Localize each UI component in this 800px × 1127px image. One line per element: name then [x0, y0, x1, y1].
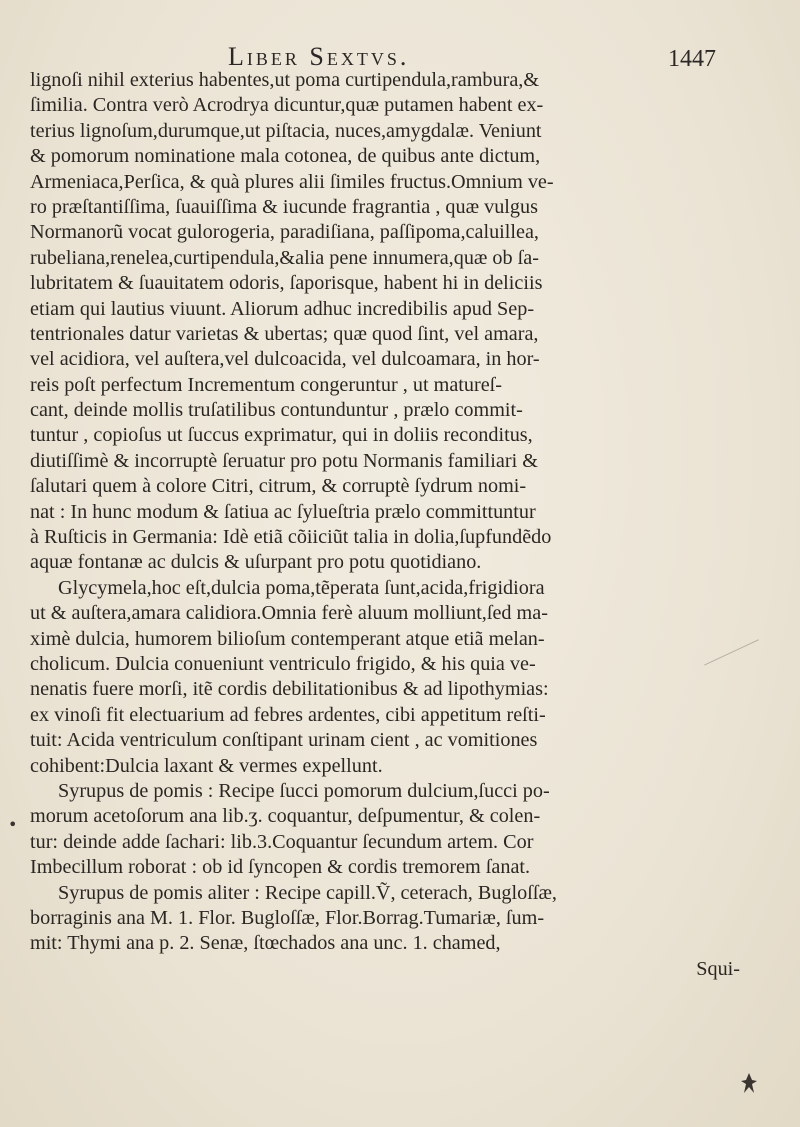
- text-line: tentrionales datur varietas & ubertas; quæ quod ſint, vel amara,: [30, 322, 539, 345]
- text-line: vel acidiora, vel auſtera,vel dulcoacida, vel dulcoamara, in hor-: [30, 348, 540, 371]
- text-line: ro præſtantiſſima, ſuauiſſima & iucunde fragrantia , quæ vulgus: [30, 195, 538, 218]
- text-line: tuit: Acida ventriculum conſtipant urinam cient , ac vomitiones: [30, 729, 538, 752]
- text-line: nenatis fuere morſi, itẽ cordis debilitationibus & ad lipothymias:: [30, 678, 549, 701]
- text-line: mit: Thymi ana p. 2. Senæ, ſtœchados ana unc. 1. chamed,: [30, 932, 501, 955]
- text-line: ſalutari quem à colore Citri, citrum, & corruptè ſydrum nomi-: [30, 475, 527, 498]
- text-line: ſimilia. Contra verò Acrodrya dicuntur,quæ putamen habent ex-: [30, 94, 544, 117]
- text-line: diutiſſimè & incorruptè ſeruatur pro potu Normanis familiari &: [30, 449, 538, 472]
- text-line: aquæ fontanæ ac dulcis & uſurpant pro potu quotidiano.: [30, 551, 482, 574]
- text-line: Normanorũ vocat gulorogeria, paradiſiana, paſſipoma,caluillea,: [30, 221, 539, 244]
- text-line: ut & auſtera,amara calidiora.Omnia ferè aluum molliunt,ſed ma-: [30, 602, 548, 625]
- text-line: Imbecillum roborat : ob id ſyncopen & cordis tremorem ſanat.: [30, 856, 531, 879]
- text-line: borraginis ana M. 1. Flor. Bugloſſæ, Flor.Borrag.Tumariæ, ſum-: [30, 906, 545, 929]
- text-line: morum acetoſorum ana lib.ʒ. coquantur, deſpumentur, & colen-: [30, 805, 541, 828]
- text-line: cholicum. Dulcia conueniunt ventriculo frigido, & his quia ve-: [30, 652, 536, 675]
- text-line: & pomorum nominatione mala cotonea, de quibus ante dictum,: [30, 145, 541, 168]
- text-line: tur: deinde adde ſachari: lib.3.Coquantur ſecundum artem. Cor: [30, 830, 534, 853]
- catchword: Squi-: [696, 957, 740, 980]
- body-text: [30, 68, 770, 982]
- text-line: Syrupus de pomis : Recipe ſucci pomorum dulcium,ſucci po-: [58, 779, 550, 802]
- text-line: etiam qui lautius viuunt. Aliorum adhuc incredibilis apud Sep-: [30, 297, 535, 320]
- text-line: ex vinoſi fit electuarium ad febres ardentes, cibi appetitum reſti-: [30, 703, 546, 726]
- text-line: lignoſi nihil exterius habentes,ut poma curtipendula,rambura,&: [30, 69, 540, 91]
- text-line: reis poſt perfectum Incrementum congeruntur , ut matureſ-: [30, 373, 502, 396]
- printer-ornament-icon: [740, 1072, 758, 1094]
- text-line: nat : In hunc modum & ſatiua ac ſylueſtria prælo committuntur: [30, 500, 536, 523]
- margin-mark: •: [8, 815, 18, 834]
- text-line: Glycymela,hoc eſt,dulcia poma,tẽperata ſunt,acida,frigidiora: [58, 576, 545, 599]
- text-line: terius lignoſum,durumque,ut piſtacia, nuces,amygdalæ. Veniunt: [30, 119, 542, 142]
- text-line: à Ruſticis in Germania: Idè etiã cõiiciũt talia in dolia,ſupfundẽdo: [30, 526, 552, 549]
- page-number: 1447: [668, 46, 716, 72]
- text-line: lubritatem & ſuauitatem odoris, ſaporisque, habent hi in deliciis: [30, 272, 543, 295]
- text-line: cant, deinde mollis truſatilibus contunduntur , prælo commit-: [30, 399, 523, 422]
- text-line: tuntur , copioſus ut ſuccus exprimatur, qui in doliis reconditus,: [30, 424, 533, 447]
- running-head: Liber Sextvs.: [228, 42, 410, 71]
- text-line: Syrupus de pomis aliter : Recipe capill.Ṽ, ceterach, Bugloſſæ,: [58, 881, 557, 904]
- text-line: Armeniaca,Perſica, & quà plures alii ſimiles fructus.Omnium ve-: [30, 170, 554, 193]
- text-line: rubeliana,renelea,curtipendula,&alia pene innumera,quæ ob ſa-: [30, 246, 539, 269]
- text-line: ximè dulcia, humorem bilioſum contemperant atque etiã melan-: [30, 627, 545, 650]
- text-line: cohibent:Dulcia laxant & vermes expellunt.: [30, 754, 383, 777]
